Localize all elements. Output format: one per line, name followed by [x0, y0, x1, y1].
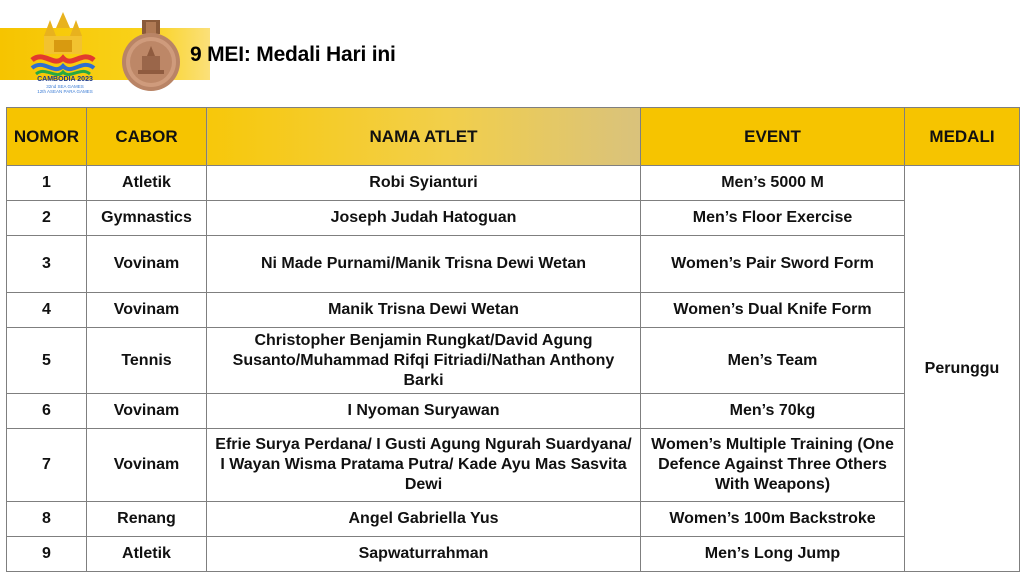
- cell-medali: Perunggu: [905, 166, 1020, 572]
- cell-nama-atlet: Sapwaturrahman: [207, 537, 641, 572]
- column-header-medali: MEDALI: [905, 108, 1020, 166]
- column-header-nama-atlet: NAMA ATLET: [207, 108, 641, 166]
- logo-subtext-2: 12th ASEAN PARA GAMES: [37, 89, 93, 94]
- cell-nomor: 9: [7, 537, 87, 572]
- cell-nomor: 6: [7, 394, 87, 429]
- cell-nama-atlet: Robi Syianturi: [207, 166, 641, 201]
- cell-nomor: 8: [7, 502, 87, 537]
- cell-nomor: 3: [7, 236, 87, 293]
- cell-event: Women’s Dual Knife Form: [641, 293, 905, 328]
- cell-cabor: Tennis: [87, 328, 207, 394]
- cell-event: Men’s Floor Exercise: [641, 201, 905, 236]
- cell-nomor: 4: [7, 293, 87, 328]
- cell-cabor: Atletik: [87, 537, 207, 572]
- cell-nomor: 2: [7, 201, 87, 236]
- cell-nomor: 1: [7, 166, 87, 201]
- cell-cabor: Vovinam: [87, 429, 207, 502]
- cell-nomor: 7: [7, 429, 87, 502]
- cell-nama-atlet: Christopher Benjamin Rungkat/David Agung Susanto/Muhammad Rifqi Fitriadi/Nathan Anthony Barki: [207, 328, 641, 394]
- cell-cabor: Vovinam: [87, 236, 207, 293]
- table-row: [7, 166, 1020, 201]
- cell-event: Women’s Pair Sword Form: [641, 236, 905, 293]
- table-row: [7, 236, 1020, 293]
- cell-cabor: Vovinam: [87, 293, 207, 328]
- logo-subtext: [33, 84, 97, 94]
- bronze-medal-icon: [118, 20, 184, 92]
- table-header-row: [7, 108, 1020, 166]
- column-header-nomor: NOMOR: [7, 108, 87, 166]
- column-header-cabor: CABOR: [87, 108, 207, 166]
- table-row: [7, 394, 1020, 429]
- cell-cabor: Renang: [87, 502, 207, 537]
- cell-nama-atlet: Ni Made Purnami/Manik Trisna Dewi Wetan: [207, 236, 641, 293]
- table-row: [7, 201, 1020, 236]
- table-row: [7, 429, 1020, 502]
- cell-event: Women’s Multiple Training (One Defence Against Three Others With Weapons): [641, 429, 905, 502]
- logo-subtext-1: 32nd SEA GAMES: [46, 84, 84, 89]
- cell-event: Men’s Long Jump: [641, 537, 905, 572]
- cell-nama-atlet: Angel Gabriella Yus: [207, 502, 641, 537]
- cell-nomor: 5: [7, 328, 87, 394]
- table-row: [7, 537, 1020, 572]
- page-title: 9 MEI: Medali Hari ini: [190, 43, 396, 66]
- cell-event: Men’s 5000 M: [641, 166, 905, 201]
- cell-nama-atlet: Manik Trisna Dewi Wetan: [207, 293, 641, 328]
- table-row: [7, 293, 1020, 328]
- medal-table: [6, 107, 1020, 572]
- cell-cabor: Vovinam: [87, 394, 207, 429]
- table-row: [7, 502, 1020, 537]
- cell-nama-atlet: Efrie Surya Perdana/ I Gusti Agung Ngurah Suardyana/ I Wayan Wisma Pratama Putra/ Kade Ayu Mas Sasvita Dewi: [207, 429, 641, 502]
- cell-cabor: Atletik: [87, 166, 207, 201]
- logo-text: CAMBODIA 2023: [37, 76, 93, 83]
- cell-event: Women’s 100m Backstroke: [641, 502, 905, 537]
- cell-nama-atlet: Joseph Judah Hatoguan: [207, 201, 641, 236]
- cell-cabor: Gymnastics: [87, 201, 207, 236]
- cell-nama-atlet: I Nyoman Suryawan: [207, 394, 641, 429]
- cell-event: Men’s Team: [641, 328, 905, 394]
- cell-event: Men’s 70kg: [641, 394, 905, 429]
- table-row: [7, 328, 1020, 394]
- column-header-event: EVENT: [641, 108, 905, 166]
